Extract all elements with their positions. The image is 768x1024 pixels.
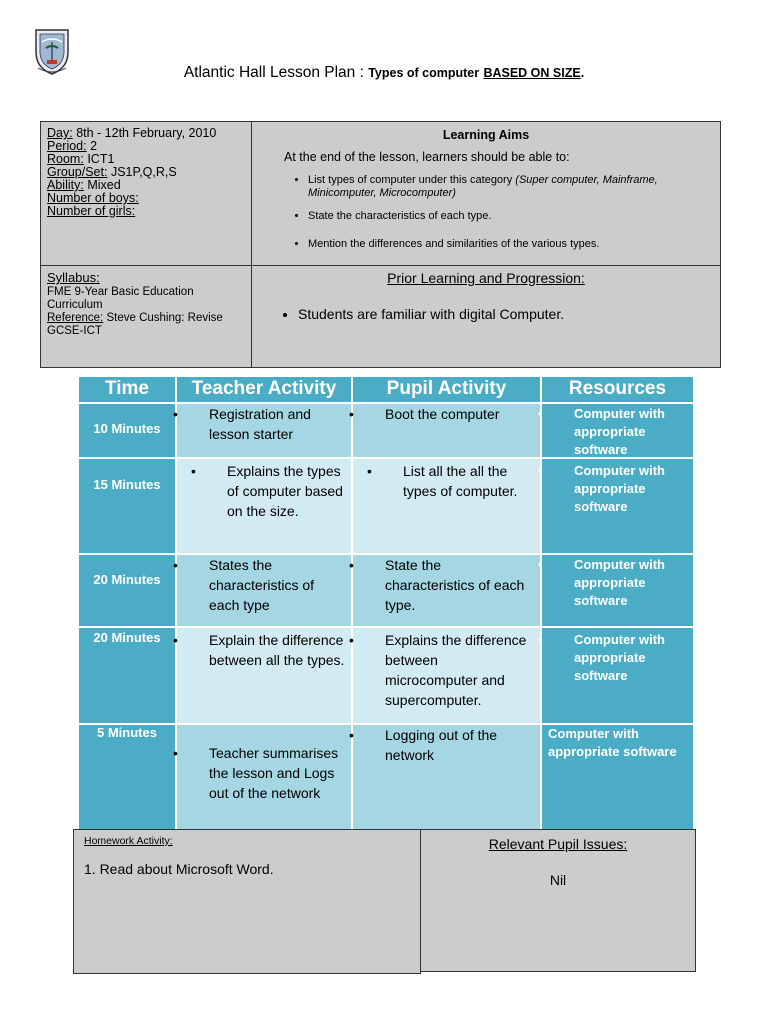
pupil-issues-label: Relevant Pupil Issues: (488, 836, 628, 852)
homework-item: 1. Read about Microsoft Word. (84, 861, 274, 877)
teacher-activity-cell: • Explains the types of computer based on the size. (177, 459, 351, 553)
resource-cell: • Computer with appropriate software (542, 459, 693, 553)
lesson-topic-emphasis: BASED ON SIZE (483, 66, 581, 80)
page-title (0, 64, 768, 82)
prior-learning-list (274, 306, 710, 322)
aim-item: • State the characteristics of each type. (308, 210, 710, 223)
pupil-issues-value: Nil (549, 872, 567, 888)
syllabus-box (40, 265, 252, 368)
homework-box (73, 829, 421, 974)
aim-item: • List types of computer under this category (Super computer, Mainframe, Minicomputer, Microcomputer) (308, 174, 710, 200)
time-cell: 20 Minutes (79, 628, 175, 723)
boys-row: Number of boys: (47, 191, 139, 205)
prior-learning-title: Prior Learning and Progression: (387, 270, 585, 286)
pupil-activity-cell: • Explains the difference between microcomputer and supercomputer. (353, 628, 540, 723)
pupil-activity-cell: • Logging out of the network (353, 725, 540, 832)
time-cell: 15 Minutes (79, 459, 175, 553)
resource-cell: Computer with appropriate software (542, 725, 693, 832)
lesson-topic: Types of computer (368, 66, 480, 80)
time-cell: 10 Minutes (79, 404, 175, 457)
pupil-issues-box (420, 829, 696, 972)
pupil-activity-cell: • Boot the computer (353, 404, 540, 457)
resource-cell: • Computer with appropriate software (542, 628, 693, 723)
teacher-activity-cell: • Teacher summarises the lesson and Logs out of the network (177, 725, 351, 832)
header-time: Time (79, 377, 175, 402)
time-cell: 20 Minutes (79, 555, 175, 626)
reference-row: Reference: Steve Cushing: Revise GCSE-ICT (47, 312, 223, 337)
school-name: Atlantic Hall Lesson Plan (183, 64, 356, 81)
header-teacher-activity: Teacher Activity (177, 377, 351, 402)
aim-item: • Mention the differences and similarities of the various types. (308, 238, 710, 251)
resource-cell: • Computer with appropriate software (542, 404, 693, 457)
resource-cell: • Computer with appropriate software (542, 555, 693, 626)
learning-aims-box (251, 121, 721, 266)
prior-learning-box (251, 265, 721, 368)
group-row: Group/Set: JS1P,Q,R,S (47, 165, 177, 179)
activity-table (79, 377, 693, 832)
teacher-activity-cell: • Explain the difference between all the types. (177, 628, 351, 723)
title-separator: : (359, 64, 364, 81)
header-pupil-activity: Pupil Activity (353, 377, 540, 402)
period-row: Period: 2 (47, 139, 98, 153)
teacher-activity-cell: • Registration and lesson starter (177, 404, 351, 457)
learning-aims-list (284, 174, 710, 251)
pupil-activity-cell: • State the characteristics of each type. (353, 555, 540, 626)
homework-label: Homework Activity: (84, 835, 173, 847)
girls-row: Number of girls: (47, 204, 136, 218)
prior-item: • Students are familiar with digital Computer. (298, 306, 710, 322)
learning-aims-title: Learning Aims (442, 128, 530, 142)
syllabus-body: FME 9-Year Basic Education Curriculum (47, 286, 194, 311)
lesson-info-box (40, 121, 252, 266)
header-resources: Resources (542, 377, 693, 402)
day-row: Day: 8th - 12th February, 2010 (47, 126, 217, 140)
pupil-activity-cell: • List all the all the types of computer. (353, 459, 540, 553)
room-row: Room: ICT1 (47, 152, 115, 166)
syllabus-label: Syllabus: (47, 270, 100, 285)
ability-row: Ability: Mixed (47, 178, 121, 192)
title-period: . (580, 66, 585, 80)
teacher-activity-cell: • States the characteristics of each type (177, 555, 351, 626)
learning-aims-intro: At the end of the lesson, learners should be able to: (284, 150, 570, 164)
time-cell: 5 Minutes (79, 725, 175, 832)
